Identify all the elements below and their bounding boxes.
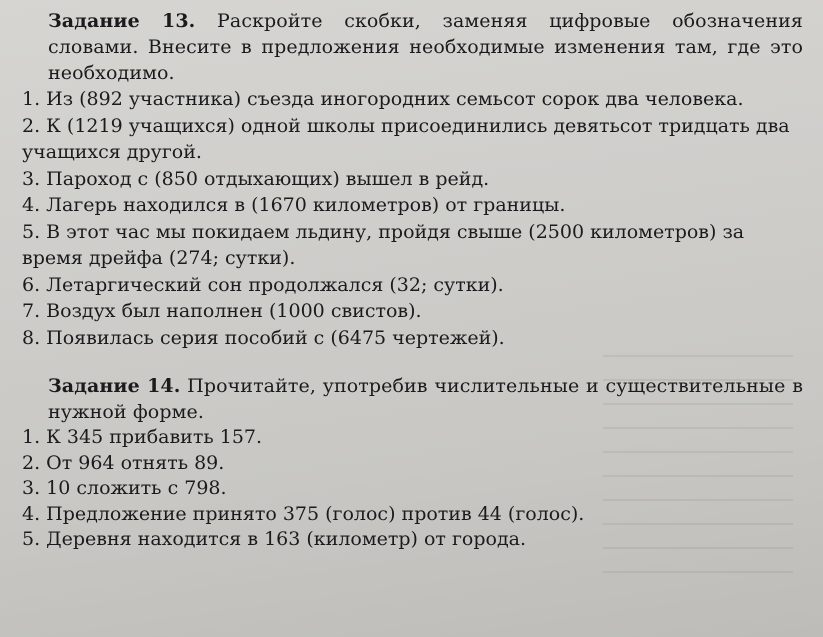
task-14-list [22, 425, 803, 553]
task-13-item: 1. Из (892 участника) съезда иногородних семьсот сорок два человека. [22, 88, 744, 110]
task-14-instruction: Прочитайте, употребив числительные и существительные в нужной форме. [48, 375, 803, 423]
task-14-item: 3. 10 сложить с 798. [22, 477, 227, 499]
task-13-item: 8. Появилась серия пособий с (6475 чертежей). [22, 326, 505, 349]
task-13-item: 2. К (1219 учащихся) одной школы присоединились девятьсот тридцать два учащихся другой. [22, 114, 790, 163]
task-13-item: 7. Воздух был наполнен (1000 свистов). [22, 300, 422, 322]
task-14 [22, 373, 803, 553]
task-14-item: 4. Предложение принято 375 (голос) против 44 (голос). [22, 502, 585, 525]
task-13-item: 4. Лагерь находился в (1670 километров) от границы. [22, 194, 566, 216]
task-13-heading [22, 8, 803, 86]
task-13-title: Задание 13. [48, 10, 196, 32]
task-13-item: 6. Летаргический сон продолжался (32; сутки). [22, 273, 504, 296]
task-14-title: Задание 14. [48, 375, 181, 397]
task-14-item: 1. К 345 прибавить 157. [22, 426, 263, 448]
task-13 [22, 8, 803, 351]
task-14-item: 2. От 964 отнять 89. [22, 451, 225, 474]
task-14-heading [22, 373, 803, 425]
task-13-list [22, 86, 803, 351]
task-14-item: 5. Деревня находится в 163 (километр) от города. [22, 528, 527, 550]
task-13-item: 5. В этот час мы покидаем льдину, пройдя свыше (2500 километров) за время дрейфа (274; сутки). [22, 220, 745, 269]
task-13-instruction: Раскройте скобки, заменяя цифровые обозначения словами. Внесите в предложения необходимые изменения там, где это необходимо. [48, 10, 803, 84]
task-13-item: 3. Пароход с (850 отдыхающих) вышел в рейд. [22, 167, 490, 190]
